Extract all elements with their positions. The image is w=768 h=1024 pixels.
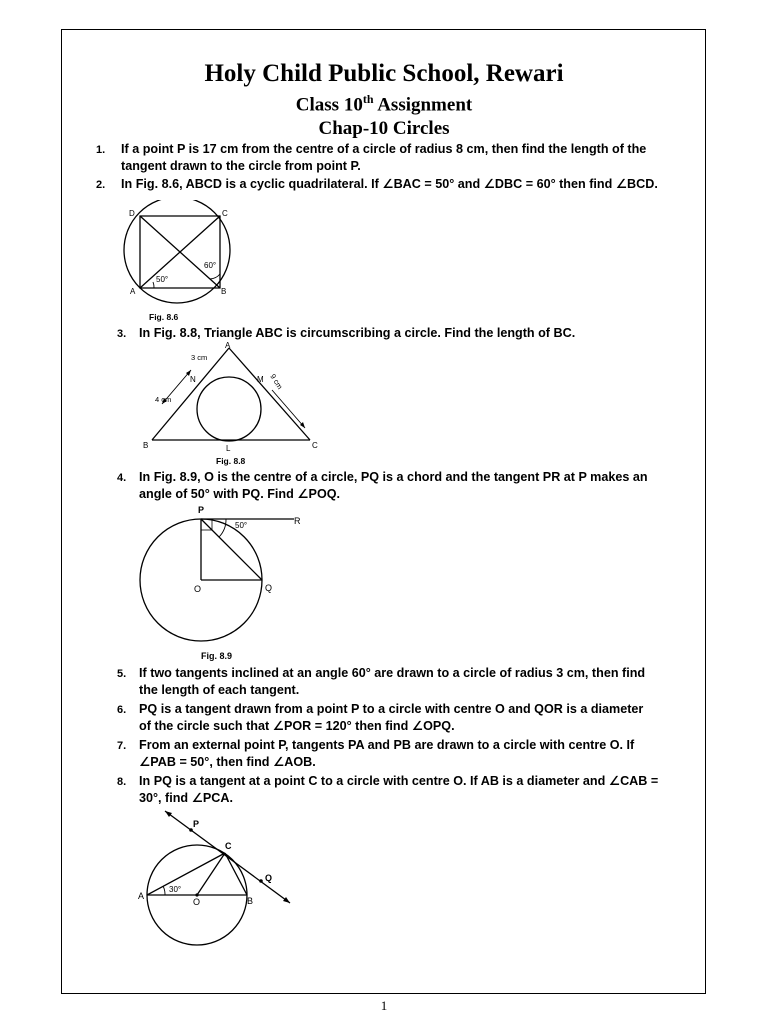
point-label-p: P <box>198 505 205 515</box>
question-text-line: If two tangents inclined at an angle 60° are drawn to a circle of radius 3 cm, then find <box>139 666 646 680</box>
point-label-r: R <box>294 516 301 526</box>
angle-arc-cab <box>163 886 165 895</box>
figure-question-8 <box>135 808 300 948</box>
measure-arrow-mc <box>272 390 305 428</box>
question-text-line: PQ is a tangent drawn from a point P to a circle with centre O and QOR is a diameter <box>139 702 644 716</box>
incircle <box>197 377 261 441</box>
question-number: 1. <box>96 144 106 156</box>
figure-8-9 <box>135 502 315 664</box>
chord-cb <box>225 853 247 895</box>
point-label-o: O <box>193 897 201 907</box>
question-text-line: angle of 50° with PQ. Find ∠POQ. <box>139 487 341 501</box>
class-title <box>0 92 768 116</box>
question-text-line: ∠PAB = 50°, then find ∠AOB. <box>139 755 316 769</box>
point-label-q: Q <box>265 583 273 593</box>
vertex-label-b: B <box>221 287 227 296</box>
vertex-label-b: B <box>143 441 149 450</box>
radius-oc <box>197 853 225 895</box>
question-text-line: tangent drawn to the circle from point P. <box>121 159 361 173</box>
question-number: 5. <box>117 668 127 680</box>
angle-label-bac: 50° <box>156 275 169 284</box>
angle-arc-dbc <box>210 274 220 279</box>
point-label-q: Q <box>265 873 273 883</box>
question-number: 4. <box>117 472 127 484</box>
question-number: 7. <box>117 740 127 752</box>
angle-label-dbc: 60° <box>204 261 217 270</box>
question-number: 3. <box>117 328 127 340</box>
point-label-o: O <box>194 584 202 594</box>
class-label: Class 10 <box>295 94 363 116</box>
side-ac <box>229 348 310 440</box>
class-superscript: th <box>362 92 374 106</box>
question-text-line: In Fig. 8.9, O is the centre of a circle, PQ is a chord and the tangent PR at P makes an <box>139 470 648 484</box>
class-suffix: Assignment <box>373 94 473 116</box>
question-text-line: In Fig. 8.8, Triangle ABC is circumscribing a circle. Find the length of BC. <box>139 326 576 340</box>
figure-8-6 <box>112 200 247 325</box>
question-text-line: If a point P is 17 cm from the centre of a circle of radius 8 cm, then find the length of the <box>121 142 647 156</box>
chord-ac <box>147 853 225 895</box>
length-label-an: 3 cm <box>191 353 208 362</box>
length-label-bn: 4 cm <box>155 395 172 404</box>
tangent-point-label-l: L <box>226 444 231 453</box>
school-title: Holy Child Public School, Rewari <box>204 60 564 87</box>
point-label-p: P <box>193 819 200 829</box>
tangent-pq <box>165 811 290 903</box>
vertex-label-d: D <box>129 209 135 218</box>
vertex-label-c: C <box>312 441 318 450</box>
figure-caption: Fig. 8.9 <box>201 651 233 661</box>
question-text-line: 30°, find ∠PCA. <box>139 791 233 805</box>
chord-pq <box>201 519 262 580</box>
point-label-a: A <box>138 891 145 901</box>
figure-8-8 <box>140 340 330 468</box>
angle-label: 30° <box>169 885 182 894</box>
vertex-label-a: A <box>225 341 231 350</box>
point-q <box>259 879 263 883</box>
question-number: 6. <box>117 704 127 716</box>
question-number: 8. <box>117 776 127 788</box>
angle-arc-bac <box>153 282 154 288</box>
page-number: 1 <box>380 998 388 1013</box>
question-text-line: In PQ is a tangent at a point C to a circle with centre O. If AB is a diameter and ∠CAB = <box>139 774 659 788</box>
chapter-title: Chap-10 Circles <box>318 118 450 139</box>
vertex-label-a: A <box>130 287 136 296</box>
question-text-line: the length of each tangent. <box>139 683 300 697</box>
angle-label: 50° <box>235 521 248 530</box>
length-label-am: 9 cm <box>268 372 285 391</box>
question-text-line: From an external point P, tangents PA and PB are drawn to a circle with centre O. If <box>139 738 635 752</box>
point-label-c: C <box>225 841 232 851</box>
question-text-line: In Fig. 8.6, ABCD is a cyclic quadrilateral. If ∠BAC = 50° and ∠DBC = 60° then find ∠BCD. <box>121 177 658 191</box>
tangent-point-label-n: N <box>190 375 196 384</box>
figure-caption: Fig. 8.6 <box>149 312 179 322</box>
question-number: 2. <box>96 179 106 191</box>
vertex-label-c: C <box>222 209 228 218</box>
figure-caption: Fig. 8.8 <box>216 456 246 466</box>
tangent-point-label-m: M <box>257 375 264 384</box>
question-text-line: of the circle such that ∠POR = 120° then find ∠OPQ. <box>139 719 455 733</box>
point-label-b: B <box>247 896 254 906</box>
